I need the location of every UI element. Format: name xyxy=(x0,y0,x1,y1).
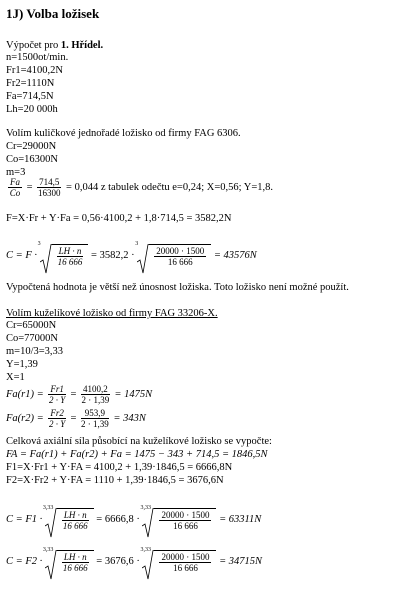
ball-capacity-equation xyxy=(6,241,257,267)
fa-r2-num2: 953,9 xyxy=(81,408,109,419)
tapered-m-line: m=10/3=3,33 xyxy=(6,346,64,357)
ratio-symbol-den: Co xyxy=(9,188,21,198)
fa-r2-equation xyxy=(6,408,146,429)
c1-root2-num: 20000 · 1500 xyxy=(161,510,210,520)
fa-r1-eq: = xyxy=(70,389,77,400)
ball-c-mid: = 3582,2 · xyxy=(91,250,135,261)
ball-root-2 xyxy=(135,241,211,267)
tapered-cr-line: Cr=65000N xyxy=(6,320,57,331)
radical-icon xyxy=(137,244,149,274)
radial-force-2-line: Fr2=1110N xyxy=(6,78,55,89)
c2-root2-index: 3,33 xyxy=(140,547,151,553)
radical-icon xyxy=(142,550,154,580)
ball-root-1-num: LH · n xyxy=(58,246,82,256)
ball-root-2-index: 3 xyxy=(135,241,139,247)
ball-root-2-den: 16 666 xyxy=(167,257,193,267)
ball-equivalent-load: F=X·Fr + Y·Fa = 0,56·4100,2 + 1,8·714,5 = 3582,2N xyxy=(6,213,232,224)
radical-icon xyxy=(45,550,57,580)
c2-mid: = 3676,6 · xyxy=(96,556,140,567)
axial-force-heading: Celková axiální síla působící na kuželíkové ložisko se vypočte: xyxy=(6,436,272,447)
c1-lhs: C = F1 · xyxy=(6,514,43,525)
tapered-y-line: Y=1,39 xyxy=(6,359,38,370)
equivalent-load-f2: F2=X·Fr2 + Y·FA = 1110 + 1,39·1846,5 = 3676,6N xyxy=(6,475,224,486)
axial-force-line: Fa=714,5N xyxy=(6,91,54,102)
tapered-co-line: Co=77000N xyxy=(6,333,59,344)
intro-heading xyxy=(6,40,103,52)
c2-root-den: 16 666 xyxy=(62,563,88,573)
ratio-value-num: 714,5 xyxy=(39,177,60,187)
ball-c-result: = 43576N xyxy=(213,250,257,261)
fa-r2-lhs: Fa(r2) = xyxy=(6,413,44,424)
fa-r1-result: = 1475N xyxy=(114,389,153,400)
fa-r2-den2: 2 · 1,39 xyxy=(81,419,109,429)
c1-root-den: 16 666 xyxy=(62,521,88,531)
radical-icon xyxy=(45,508,57,538)
c1-root2-index: 3,33 xyxy=(140,505,151,511)
fa-r2-den1: 2 · Y xyxy=(48,419,66,429)
radical-icon xyxy=(40,244,52,274)
radical-icon xyxy=(142,508,154,538)
c2-root-index: 3,33 xyxy=(42,547,54,553)
fa-r1-den2: 2 · 1,39 xyxy=(81,395,110,405)
speed-line: n=1500ot/min. xyxy=(6,52,69,63)
ball-conclusion: Vypočtená hodnota je větší než únosnost ložiska. Toto ložisko není možné použít. xyxy=(6,282,349,293)
c2-root2-den: 16 666 xyxy=(173,563,198,573)
total-axial-force: FA = Fa(r1) + Fa(r2) + Fa = 1475 − 343 + 714,5 = 1846,5N xyxy=(6,449,268,460)
lifetime-line: Lh=20 000h xyxy=(6,104,58,115)
section-title: 1J) Volba ložisek xyxy=(6,6,100,21)
c2-lhs: C = F2 · xyxy=(6,556,43,567)
ratio-symbol-num: Fa xyxy=(10,177,20,187)
fa-r1-num1: Fr1 xyxy=(50,384,64,394)
ball-bearing-heading: Volím kuličkové jednořadé ložisko od firmy FAG 6306. xyxy=(6,128,241,139)
ball-cr-line: Cr=29000N xyxy=(6,141,57,152)
ball-ratio-equation: $\frac{Fa}{Co}$ = $\frac{714,5}{16300}$ = 0,044 z tabulek odečtu e=0,24; X=0,56; Y=1,8. xyxy=(9,177,274,198)
fa-r1-equation xyxy=(6,384,152,405)
ratio-symbol-fraction xyxy=(8,177,22,198)
c2-root2-num: 20000 · 1500 xyxy=(161,552,210,562)
tapered-x-line: X=1 xyxy=(6,372,25,383)
ball-m-line: m=3 xyxy=(6,167,26,178)
c1-root-num: LH · n xyxy=(63,510,87,520)
tapered-c1-equation xyxy=(6,505,262,531)
tapered-c2-equation xyxy=(6,547,263,573)
tapered-bearing-heading: Volím kuželíkové ložisko od firmy FAG 33206-X. xyxy=(6,308,218,319)
ball-root-1-den: 16 666 xyxy=(57,257,83,267)
ratio-rest: = 0,044 z tabulek odečtu e=0,24; X=0,56; Y=1,8. xyxy=(66,182,274,193)
c1-mid: = 6666,8 · xyxy=(96,514,140,525)
fa-r2-num1: Fr2 xyxy=(50,408,64,418)
fa-r1-lhs: Fa(r1) = xyxy=(6,389,44,400)
c1-root2-den: 16 666 xyxy=(173,521,198,531)
ball-root-1-index: 3 xyxy=(37,241,41,247)
fa-r2-eq: = xyxy=(70,413,77,424)
ball-co-line: Co=16300N xyxy=(6,154,59,165)
fa-r1-den1: 2 · Y xyxy=(48,395,66,405)
c1-result: = 63311N xyxy=(219,514,262,525)
equivalent-load-f1: F1=X·Fr1 + Y·FA = 4100,2 + 1,39·1846,5 = 6666,8N xyxy=(6,462,233,473)
fa-r2-result: = 343N xyxy=(113,413,146,424)
ball-c-lhs: C = F · xyxy=(6,250,38,261)
ball-root-2-num: 20000 · 1500 xyxy=(156,246,205,256)
intro-heading-prefix: Výpočet pro xyxy=(6,40,61,51)
c2-result: = 34715N xyxy=(219,556,263,567)
ball-root-1 xyxy=(37,241,89,267)
ratio-value-den: 16300 xyxy=(38,188,61,198)
c1-root-index: 3,33 xyxy=(42,505,54,511)
radial-force-1-line: Fr1=4100,2N xyxy=(6,65,63,76)
ratio-value-fraction xyxy=(37,177,61,198)
intro-heading-bold: 1. Hřídel. xyxy=(60,40,104,51)
c2-root-num: LH · n xyxy=(63,552,87,562)
fa-r1-num2: 4100,2 xyxy=(83,384,108,394)
